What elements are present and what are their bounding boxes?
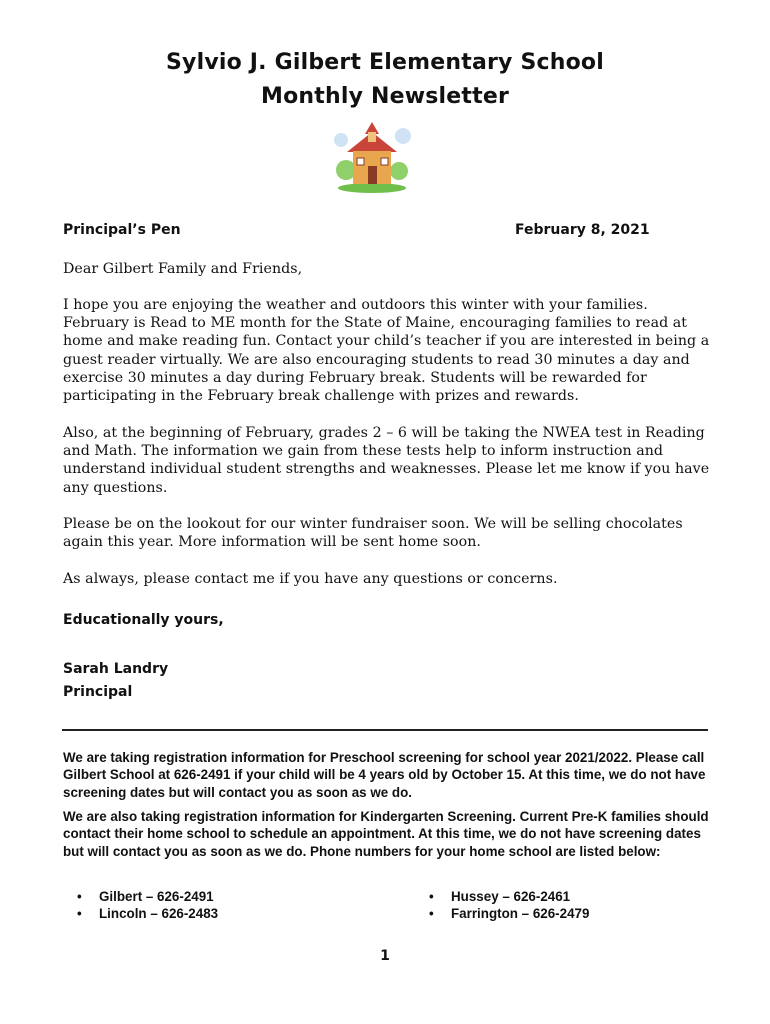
page-number: 1 — [380, 948, 390, 964]
kindergarten-notice: We are also taking registration information for Kindergarten Screening. Current Pre-K families should contact their home school to schedule an appointment. At this time, we do not have screening dates but will contact you as soon as we do. Phone numbers for your home school are listed below: — [63, 809, 709, 859]
school-name-title: Sylvio J. Gilbert Elementary School — [166, 50, 604, 75]
paragraph-2: Also, at the beginning of February, grades 2 – 6 will be taking the NWEA test in Reading and Math. The information we gain from these tests help to inform instruction and understand individual student strengths and weaknesses. Please let me know if you have any questions. — [63, 425, 710, 496]
section-divider — [62, 729, 708, 731]
preschool-notice: We are taking registration information for Preschool screening for school year 2021/2022. Please call Gilbert School at 626-2491 if your child will be 4 years old by October 15. At this time, we do not have screening dates but will contact you as soon as we do. — [63, 750, 706, 800]
paragraph-1: I hope you are enjoying the weather and outdoors this winter with your families. February is Read to ME month for the State of Maine, encouraging families to read at home and make reading fun. Contact your child’s teacher if you are interested in being a guest reader virtually. We are also encouraging students to read 30 minutes a day and exercise 30 minutes a day during February break. Students will be rewarded for participating in the February break challenge with prizes and rewards. — [63, 297, 710, 405]
schoolhouse-icon — [333, 118, 411, 194]
paragraph-3: Please be on the lookout for our winter fundraiser soon. We will be selling chocolates again this year. More information will be sent home soon. — [63, 516, 683, 551]
signer-name: Sarah Landry — [63, 661, 169, 677]
list-item: • Lincoln – 626-2483 — [75, 905, 375, 922]
list-item: • Gilbert – 626-2491 — [75, 888, 375, 905]
closing: Educationally yours, — [63, 612, 224, 628]
list-item: • Farrington – 626-2479 — [427, 905, 727, 922]
section-label: Principal’s Pen — [63, 222, 181, 238]
newsletter-subtitle: Monthly Newsletter — [260, 84, 509, 109]
school-phone-list-left — [75, 888, 375, 923]
paragraph-4: As always, please contact me if you have any questions or concerns. — [63, 571, 558, 587]
list-item: • Hussey – 626-2461 — [427, 888, 727, 905]
signer-title: Principal — [63, 684, 133, 700]
salutation: Dear Gilbert Family and Friends, — [63, 261, 303, 277]
letter-date: February 8, 2021 — [515, 222, 650, 238]
school-phone-list-right — [427, 888, 727, 923]
